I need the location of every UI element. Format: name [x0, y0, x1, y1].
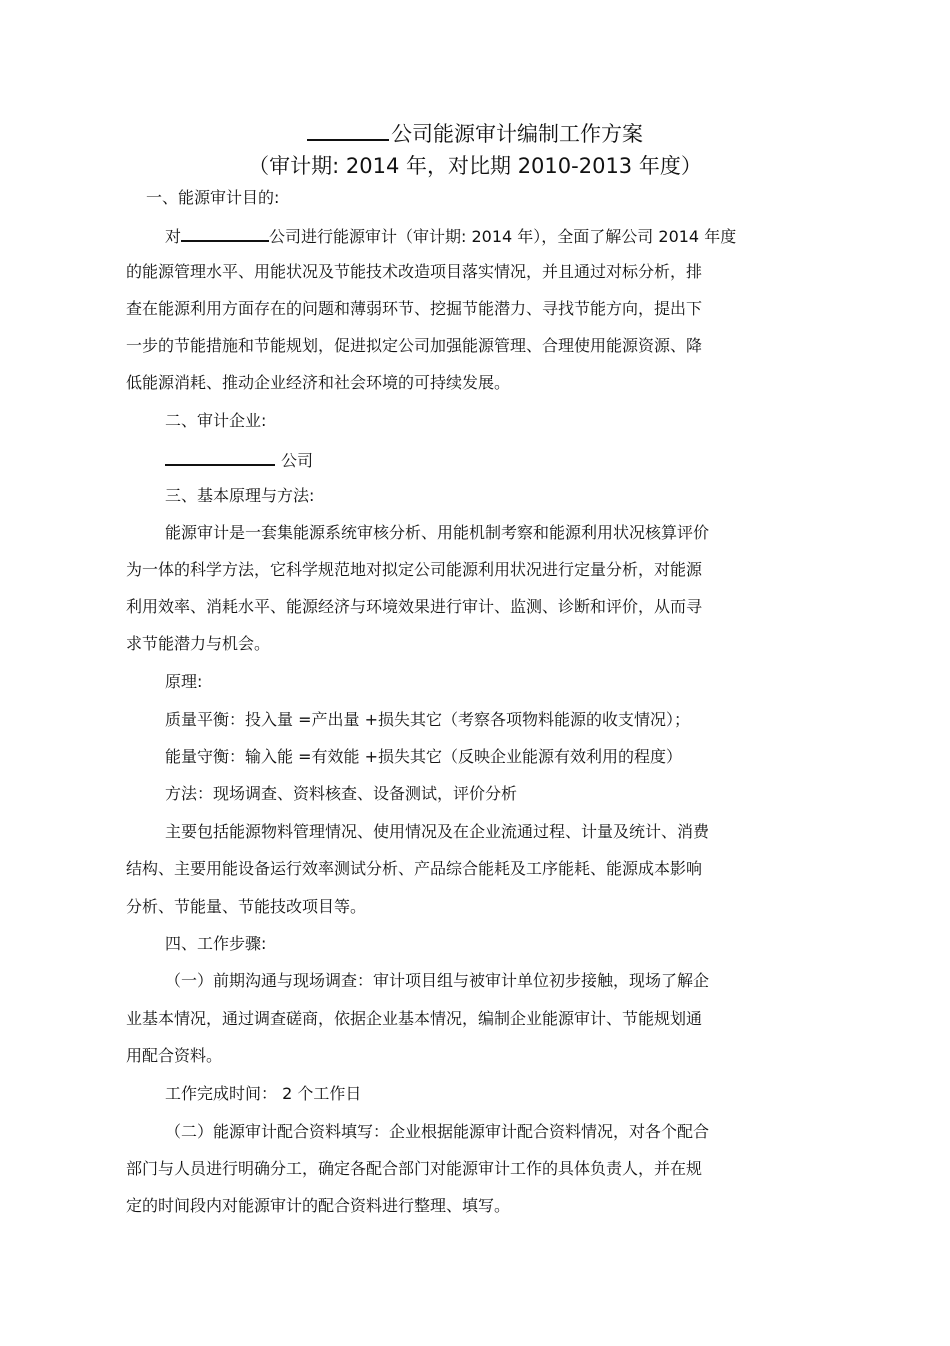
paragraph-line: 一步的节能措施和节能规划，促进拟定公司加强能源管理、合理使用能源资源、降	[126, 336, 703, 355]
paragraph-line: 查在能源利用方面存在的问题和薄弱环节、挖掘节能潜力、寻找节能方向，提出下	[126, 299, 703, 318]
paragraph-line: 主要包括能源物料管理情况、使用情况及在企业流通过程、计量及统计、消费	[165, 822, 710, 841]
paragraph-line: 对 公司进行能源审计（审计期: 2014 年），全面了解公司 2014 年度	[165, 224, 865, 248]
principle-mass-balance: 质量平衡：投入量 =产出量 +损失其它（考察各项物料能源的收支情况）；	[165, 710, 690, 729]
paragraph-line: 的能源管理水平、用能状况及节能技术改造项目落实情况，并且通过对标分析，排	[126, 262, 703, 281]
paragraph-line: 为一体的科学方法，它科学规范地对拟定公司能源利用状况进行定量分析，对能源	[126, 560, 703, 579]
methods-line: 方法：现场调查、资料核查、设备测试，评价分析	[165, 784, 518, 803]
paragraph-line: （一）前期沟通与现场调查：审计项目组与被审计单位初步接触，现场了解企	[165, 971, 710, 990]
company-name-blank	[181, 224, 269, 242]
section-4-heading: 四、工作步骤:	[165, 934, 267, 953]
paragraph-line: 定的时间段内对能源审计的配合资料进行整理、填写。	[126, 1196, 511, 1215]
title-text: 公司能源审计编制工作方案	[391, 122, 643, 146]
paragraph-line: 结构、主要用能设备运行效率测试分析、产品综合能耗及工序能耗、能源成本影响	[126, 859, 703, 878]
paragraph-line: 求节能潜力与机会。	[126, 634, 271, 653]
paragraph-line: 能源审计是一套集能源系统审核分析、用能机制考察和能源利用状况核算评价	[165, 523, 710, 542]
step-1-duration: 工作完成时间： 2 个工作日	[165, 1084, 362, 1103]
paragraph-line: 用配合资料。	[126, 1046, 223, 1065]
section-1-heading: 一、能源审计目的:	[146, 188, 280, 207]
paragraph-line: （二）能源审计配合资料填写：企业根据能源审计配合资料情况，对各个配合	[165, 1122, 710, 1141]
audited-company-line: 公司	[165, 448, 865, 472]
paragraph-line: 部门与人员进行明确分工，确定各配合部门对能源审计工作的具体负责人，并在规	[126, 1159, 703, 1178]
section-2-heading: 二、审计企业:	[165, 411, 267, 430]
paragraph-line: 分析、节能量、节能技改项目等。	[126, 897, 367, 916]
paragraph-line: 业基本情况，通过调查磋商，依据企业基本情况，编制企业能源审计、节能规划通	[126, 1009, 703, 1028]
document-subtitle: （审计期: 2014 年，对比期 2010-2013 年度）	[248, 154, 702, 178]
paragraph-line: 低能源消耗、推动企业经济和社会环境的可持续发展。	[126, 373, 511, 392]
company-name-blank	[307, 119, 389, 141]
principle-label: 原理:	[165, 672, 203, 691]
document-title	[0, 119, 950, 149]
section-3-heading: 三、基本原理与方法:	[165, 486, 315, 505]
company-name-blank	[165, 448, 275, 466]
principle-energy-conservation: 能量守衡：输入能 =有效能 +损失其它（反映企业能源有效利用的程度）	[165, 747, 682, 766]
paragraph-line: 利用效率、消耗水平、能源经济与环境效果进行审计、监测、诊断和评价，从而寻	[126, 597, 703, 616]
